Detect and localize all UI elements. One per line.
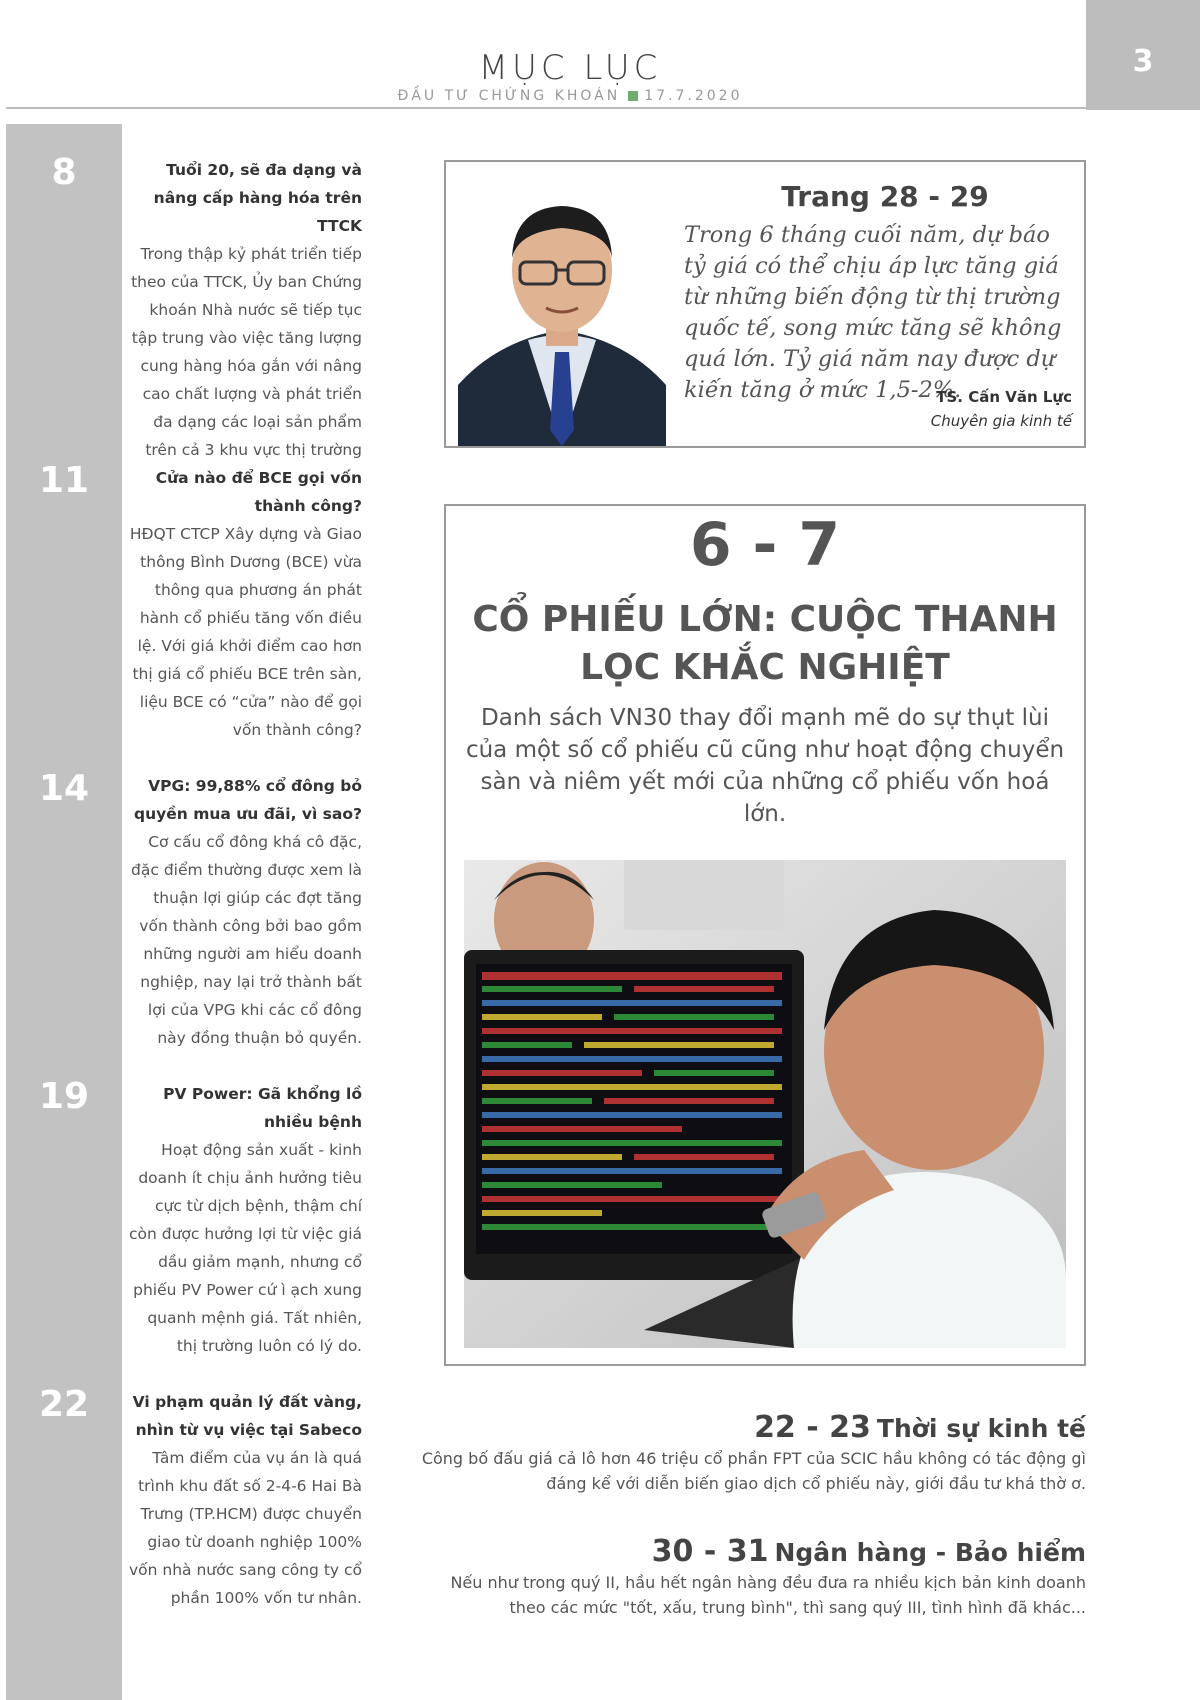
toc-entry-title: Tuổi 20, sẽ đa dạng và nâng cấp hàng hóa trên TTCK <box>153 161 362 235</box>
section-heading[interactable] <box>430 1410 1086 1445</box>
toc-entry-summary: Hoạt động sản xuất - kinh doanh ít chịu ảnh hưởng tiêu cực từ dịch bệnh, thậm chí còn được hưởng lợi từ việc giá dầu giảm mạnh, nhưng cổ phiếu PV Power cứ ì ạch xung quanh mệnh giá. Tất nhiên, thị trường luôn có lý do. <box>128 1141 362 1355</box>
section-name: Thời sự kinh tế <box>876 1414 1086 1443</box>
toc-page-number: 19 <box>38 1076 90 1117</box>
section-summary: Nếu như trong quý II, hầu hết ngân hàng đều đưa ra nhiều kịch bản kinh doanh theo các mức "tốt, xấu, trung bình", thì sang quý III, tình hình đã khác... <box>450 1573 1086 1617</box>
header-divider <box>6 107 1086 109</box>
magazine-section-title: MỤC LỤC <box>478 48 662 88</box>
toc-entry-summary: Trong thập kỷ phát triển tiếp theo của TTCK, Ủy ban Chứng khoán Nhà nước sẽ tiếp tục tập trung vào việc tăng lượng cung hàng hóa gắn với nâng cao chất lượng và phát triển đa dạng các loại sản phẩm trên cả 3 khu vực thị trường <box>131 245 362 459</box>
section-page-ref: 22 - 23 <box>754 1410 871 1445</box>
trader-photo <box>464 860 1066 1348</box>
toc-sidebar-strip <box>6 124 122 1700</box>
quote-author-role: Chuyên gia kinh tế <box>930 412 1072 430</box>
green-square-icon <box>628 91 638 101</box>
toc-page-number: 22 <box>38 1384 90 1425</box>
toc-entry-title: Vi phạm quản lý đất vàng, nhìn từ vụ việc tại Sabeco <box>132 1393 362 1439</box>
toc-entry-summary: HĐQT CTCP Xây dựng và Giao thông Bình Dương (BCE) vừa thông qua phương án phát hành cổ phiếu tăng vốn điều lệ. Với giá khởi điểm cao hơn thị giá cổ phiếu BCE trên sàn, liệu BCE có “cửa” nào để gọi vốn thành công? <box>129 525 362 739</box>
toc-entry-title: PV Power: Gã khổng lồ nhiều bệnh <box>163 1085 362 1131</box>
publication-name: ĐẦU TƯ CHỨNG KHOÁN <box>397 88 621 104</box>
expert-portrait <box>458 180 666 446</box>
expert-quote-text: Trong 6 tháng cuối năm, dự báo tỷ giá có thể chịu áp lực tăng giá từ những biến động từ thị trường quốc tế, song mức tăng sẽ không quá lớn. Tỷ giá năm nay được dự kiến tăng ở mức 1,5-2%. <box>684 222 1062 403</box>
toc-entry-title: Cửa nào để BCE gọi vốn thành công? <box>155 469 362 515</box>
section-summary: Công bố đấu giá cả lô hơn 46 triệu cổ phần FPT của SCIC hầu không có tác động gì đáng kể với diễn biến giao dịch cổ phiếu này, giới đầu tư khá thờ ơ. <box>421 1449 1086 1493</box>
quote-page-ref: Trang 28 - 29 <box>781 180 989 213</box>
toc-entry[interactable] <box>124 772 362 1052</box>
section-name: Ngân hàng - Bảo hiểm <box>774 1538 1086 1567</box>
cover-story-description: Danh sách VN30 thay đổi mạnh mẽ do sự thụt lùi của một số cổ phiếu cũ cũng như hoạt động chuyển sàn và niêm yết mới của những cổ phiếu vốn hoá lớn. <box>465 705 1065 827</box>
toc-entry[interactable] <box>124 1388 362 1612</box>
toc-entry[interactable] <box>124 1080 362 1360</box>
toc-entry-summary: Tâm điểm của vụ án là quá trình khu đất số 2-4-6 Hai Bà Trưng (TP.HCM) được chuyển giao từ doanh nghiệp 100% vốn nhà nước sang công ty cổ phần 100% vốn tư nhân. <box>129 1449 362 1607</box>
toc-entry-title: VPG: 99,88% cổ đông bỏ quyền mua ưu đãi, vì sao? <box>134 777 362 823</box>
quote-author: TS. Cấn Văn Lực <box>936 388 1072 406</box>
toc-page-number: 8 <box>51 152 77 193</box>
toc-page-number: 14 <box>38 768 90 809</box>
section-page-ref: 30 - 31 <box>651 1534 769 1569</box>
toc-page-number: 11 <box>38 460 90 501</box>
masthead-subline <box>0 88 1140 104</box>
issue-date: 17.7.2020 <box>644 88 743 104</box>
section-heading[interactable] <box>430 1534 1086 1569</box>
cover-story-page-ref: 6 - 7 <box>689 510 841 580</box>
toc-entry[interactable] <box>124 156 362 464</box>
cover-story-title: CỔ PHIẾU LỚN: CUỘC THANH LỌC KHẮC NGHIỆT <box>472 599 1058 688</box>
page-number: 3 <box>1132 44 1154 79</box>
toc-entry-summary: Cơ cấu cổ đông khá cô đặc, đặc điểm thường được xem là thuận lợi giúp các đợt tăng vốn thành công bởi bao gồm những người am hiểu doanh nghiệp, nay lại trở thành bất lợi của VPG khi các cổ đông này đồng thuận bỏ quyền. <box>131 833 362 1047</box>
toc-entry[interactable] <box>124 464 362 744</box>
